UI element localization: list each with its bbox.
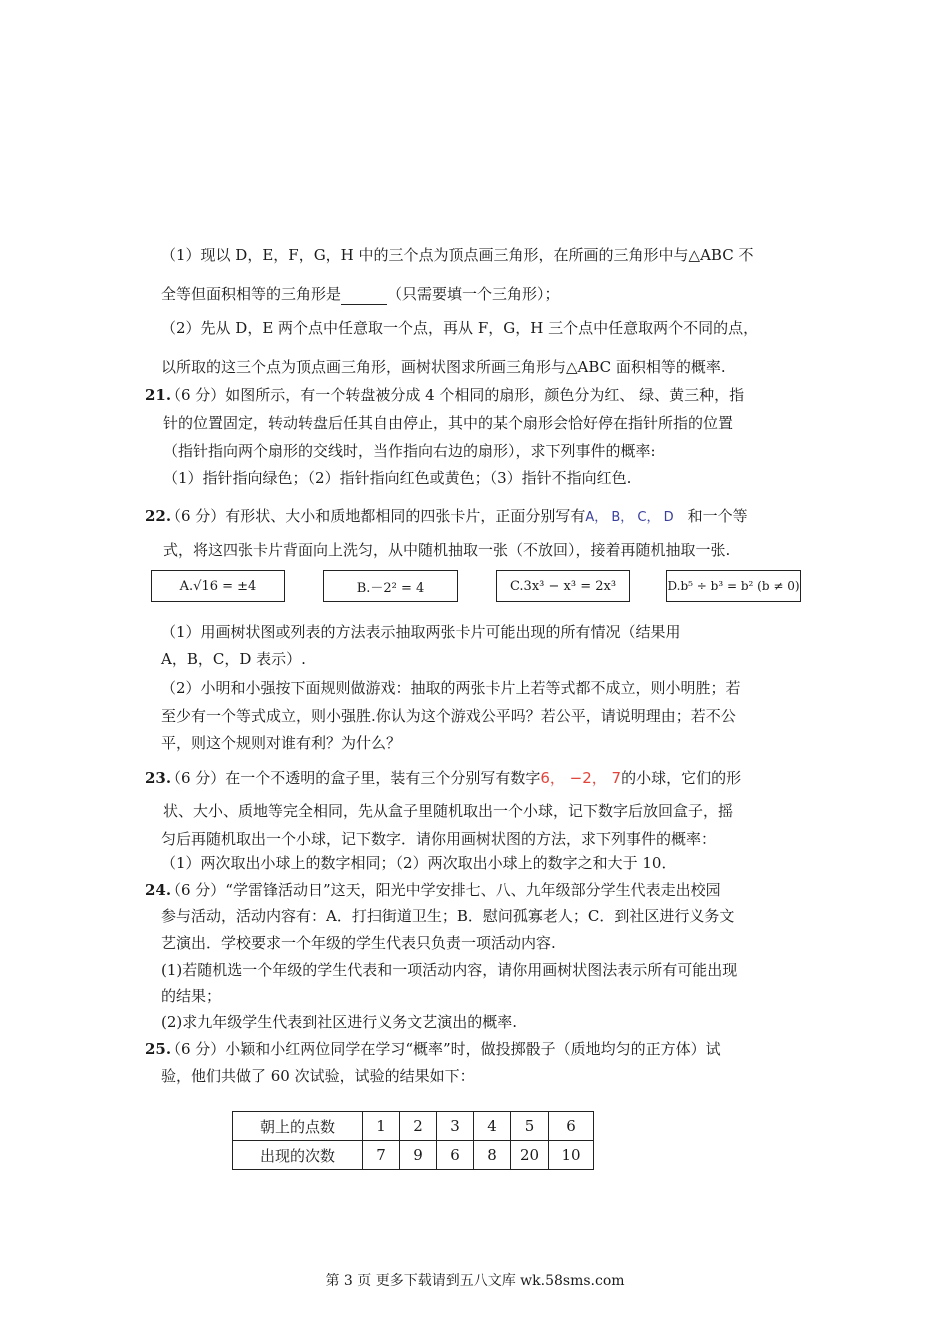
table-cell: 20 bbox=[511, 1141, 549, 1170]
card-c: C.3x³ − x³ = 2x³ bbox=[496, 570, 630, 602]
q21-line3: （指针指向两个扇形的交线时，当作指向右边的扇形），求下列事件的概率: bbox=[163, 442, 656, 460]
q24-line1: （6 分）“学雷锋活动日”这天，阳光中学安排七、八、九年级部分学生代表走出校园 bbox=[166, 881, 721, 899]
q24-line3: 艺演出．学校要求一个年级的学生代表只负责一项活动内容. bbox=[161, 934, 556, 952]
q22-part2-line1: （2）小明和小强按下面规则做游戏：抽取的两张卡片上若等式都不成立，则小明胜；若 bbox=[161, 679, 741, 697]
table-cell: 4 bbox=[474, 1112, 511, 1141]
q22-line2: 式，将这四张卡片背面向上洗匀，从中随机抽取一张（不放回），接着再随机抽取一张. bbox=[163, 541, 731, 559]
q21-line4: （1）指针指向绿色；（2）指针指向红色或黄色；（3）指针不指向红色. bbox=[163, 469, 632, 487]
q23-number: 23. bbox=[145, 769, 172, 787]
row-header-points: 朝上的点数 bbox=[233, 1112, 363, 1141]
q20-part1-line2-text: 全等但面积相等的三角形是 bbox=[161, 285, 342, 303]
q20-part2-line1: （2）先从 D，E 两个点中任意取一个点，再从 F，G，H 三个点中任意取两个不同的点， bbox=[161, 319, 759, 337]
page-footer: 第 3 页 更多下载请到五八文库 wk.58sms.com bbox=[325, 1273, 625, 1289]
table-cell: 5 bbox=[511, 1112, 549, 1141]
q24-line5: 的结果； bbox=[161, 987, 222, 1005]
q22-line1-end: 和一个等 bbox=[687, 507, 748, 525]
table-cell: 7 bbox=[363, 1141, 400, 1170]
q24-line2: 参与活动，活动内容有：A．打扫街道卫生；B．慰问孤寡老人；C．到社区进行义务文 bbox=[161, 907, 735, 925]
table-row bbox=[233, 1141, 594, 1170]
card-a: A.√16 = ±4 bbox=[151, 570, 285, 602]
q22-part2-line3: 平，则这个规则对谁有利？为什么？ bbox=[161, 734, 402, 752]
table-cell: 3 bbox=[437, 1112, 474, 1141]
q22-part1-line1: （1）用画树状图或列表的方法表示抽取两张卡片可能出现的所有情况（结果用 bbox=[161, 623, 681, 641]
ball-numbers: 6， −2， 7 bbox=[540, 769, 622, 787]
q25-number: 25. bbox=[145, 1040, 172, 1058]
table-cell: 8 bbox=[474, 1141, 511, 1170]
q23-line1-text: （6 分）在一个不透明的盒子里，装有三个分别写有数字 bbox=[166, 769, 541, 787]
q20-part2-line2: 以所取的这三个点为顶点画三角形，画树状图求所画三角形与△ABC 面积相等的概率. bbox=[161, 358, 726, 376]
table-cell: 2 bbox=[400, 1112, 437, 1141]
q21-line2: 针的位置固定，转动转盘后任其自由停止，其中的某个扇形会恰好停在指针所指的位置 bbox=[163, 414, 734, 432]
table-cell: 9 bbox=[400, 1141, 437, 1170]
q20-part1-line1: （1）现以 D，E，F，G，H 中的三个点为顶点画三角形，在所画的三角形中与△ABC 不 bbox=[161, 246, 754, 264]
card-b: B.－2² = 4 bbox=[323, 570, 458, 602]
card-d: D.b⁵ ÷ b³ = b² (b ≠ 0) bbox=[666, 570, 801, 602]
answer-blank[interactable] bbox=[341, 284, 387, 305]
q24-number: 24. bbox=[145, 881, 172, 899]
table-row bbox=[233, 1112, 594, 1141]
dice-results-table bbox=[232, 1111, 594, 1170]
card-letters: A， B， C， D bbox=[585, 510, 674, 525]
q25-line1: （6 分）小颖和小红两位同学在学习“概率”时，做投掷骰子（质地均匀的正方体）试 bbox=[166, 1040, 721, 1058]
table-cell: 6 bbox=[549, 1112, 594, 1141]
q22-line1-text: （6 分）有形状、大小和质地都相同的四张卡片，正面分别写有 bbox=[166, 507, 586, 525]
q23-line4: （1）两次取出小球上的数字相同；（2）两次取出小球上的数字之和大于 10． bbox=[161, 854, 677, 872]
table-cell: 1 bbox=[363, 1112, 400, 1141]
q23-line1 bbox=[166, 768, 741, 788]
row-header-counts: 出现的次数 bbox=[233, 1141, 363, 1170]
q21-number: 21. bbox=[145, 386, 172, 404]
q20-part1-line2-note: （只需要填一个三角形）； bbox=[387, 285, 560, 303]
q23-line2: 状、大小、质地等完全相同，先从盒子里随机取出一个小球，记下数字后放回盒子，摇 bbox=[163, 802, 734, 820]
q25-line2: 验，他们共做了 60 次试验，试验的结果如下： bbox=[161, 1067, 475, 1085]
q24-line4: (1)若随机选一个年级的学生代表和一项活动内容，请你用画树状图法表示所有可能出现 bbox=[161, 961, 738, 979]
q23-line3: 匀后再随机取出一个小球，记下数字．请你用画树状图的方法，求下列事件的概率： bbox=[161, 830, 717, 848]
table-cell: 10 bbox=[549, 1141, 594, 1170]
q24-line6: (2)求九年级学生代表到社区进行义务文艺演出的概率. bbox=[161, 1013, 518, 1031]
q21-line1: （6 分）如图所示，有一个转盘被分成 4 个相同的扇形，颜色分为红、 绿、黄三种，指 bbox=[166, 386, 745, 404]
q22-number: 22. bbox=[145, 507, 172, 525]
table-cell: 6 bbox=[437, 1141, 474, 1170]
q22-part1-line2: A，B，C，D 表示）. bbox=[161, 650, 306, 668]
q23-line1-end: 的小球，它们的形 bbox=[621, 769, 742, 787]
q22-part2-line2: 至少有一个等式成立，则小强胜.你认为这个游戏公平吗？若公平，请说明理由；若不公 bbox=[161, 707, 736, 725]
q20-part1-line2 bbox=[161, 284, 560, 305]
q22-line1 bbox=[166, 506, 748, 528]
